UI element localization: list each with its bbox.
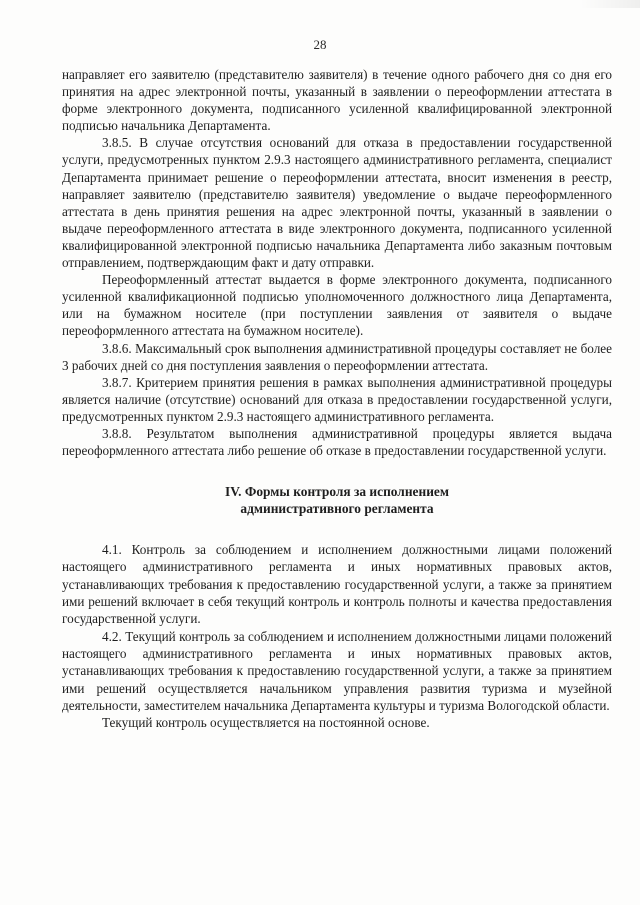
paragraph-4-2-frequency: Текущий контроль осуществляется на постоянной основе. [102,715,430,731]
paragraph-4-2: 4.2. Текущий контроль за соблюдением и исполнением должностными лицами положений настоящего административного регламента и иных нормативных правовых актов, устанавливающих требования к предоставлению государственной услуги, а также за принятием ими решений осуществляется начальником управления развития туризма и музейной деятельности, заместителем начальника Департамента культуры и туризма Вологодской области. [62,628,612,713]
paragraph-4-1: 4.1. Контроль за соблюдением и исполнением должностными лицами положений настоящего административного регламента и иных нормативных правовых актов, устанавливающих требования к предоставлению государственной услуги, а также за принятием ими решений включает в себя текущий контроль и контроль полноты и качества предоставления государственной услуги. [62,542,612,627]
section-3-8-continuation [62,66,612,459]
scan-edge-mark [580,0,640,8]
paragraph-3-8-8: 3.8.8. Результатом выполнения административной процедуры является выдача переоформленного аттестата либо решение об отказе в предоставлении государственной услуги. [62,425,612,459]
paragraph-3-8-5: 3.8.5. В случае отсутствия оснований для отказа в предоставлении государственной услуги, предусмотренных пунктом 2.9.3 настоящего административного регламента, специалист Департамента принимает решение о переоформлении аттестата, вносит изменения в реестр, направляет заявителю (представителю заявителя) уведомление о выдаче переоформленного аттестата в день принятия решения на адрес электронной почты, указанный в заявлении о выдаче переоформленного аттестата в виде электронного документа, подписанного усиленной квалифицированной электронной подписью начальника Департамента либо заказным почтовым отправлением, подтверждающим факт и дату отправки. [62,135,612,271]
paragraph-3-8-5-issuance: Переоформленный аттестат выдается в форме электронного документа, подписанного усиленной квалификационной подписью уполномоченного должностного лица Департамента, или на бумажном носителе (при поступлении заявления от заявителя о выдаче переоформленного аттестата на бумажном носителе). [62,272,612,339]
section-4 [62,541,612,731]
section-heading-line-1: IV. Формы контроля за исполнением [225,484,449,500]
section-heading-line-2: административного регламента [240,501,434,517]
paragraph-3-8-7: 3.8.7. Критерием принятия решения в рамках выполнения административной процедуры является наличие (отсутствие) оснований для отказа в предоставлении государственной услуги, предусмотренных пунктом 2.9.3 настоящего административного регламента. [62,374,612,424]
paragraph-3-8-4-end: направляет его заявителю (представителю заявителя) в течение одного рабочего дня со дня его принятия на адрес электронной почты, указанный в заявлении о переоформлении аттестата в форме электронного документа, подписанного усиленной квалифицированной электронной подписью начальника Департамента. [62,67,612,134]
page-number: 28 [313,37,327,52]
section-heading [62,483,612,517]
document-body [62,66,612,731]
paragraph-3-8-6: 3.8.6. Максимальный срок выполнения административной процедуры составляет не более 3 рабочих дней со дня поступления заявления о переоформлении аттестата. [62,340,612,373]
